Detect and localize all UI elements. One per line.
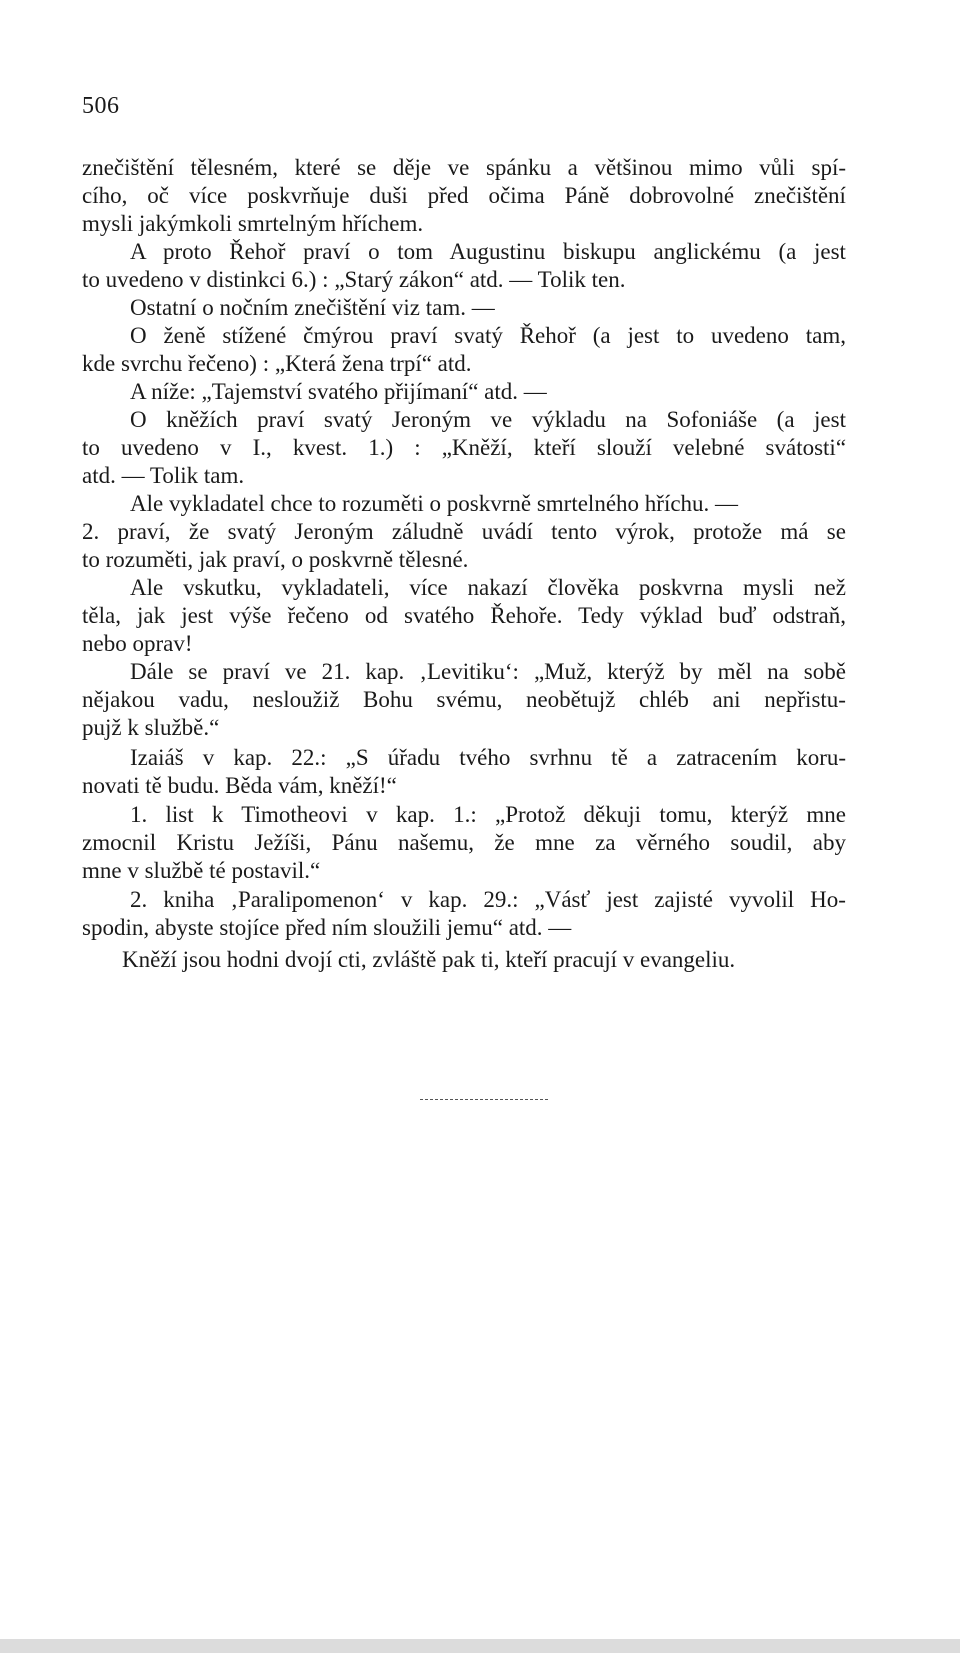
text-line-28: spodin, abyste stojíce před ním sloužili jemu“ atd. — <box>82 915 572 940</box>
text-line-17: těla, jak jest výše řečeno od svatého Řehoře. Tedy výklad buď odstraň, <box>82 603 847 628</box>
text-line-22: Izaiáš v kap. 22.: „S úřadu tvého svrhnu tě a zatracením koru- <box>130 745 847 770</box>
text-line-26: mne v službě té postavil.“ <box>82 858 321 883</box>
page-number: 506 <box>82 93 120 119</box>
text-line-3: mysli jakýmkoli smrtelným hříchem. <box>82 211 424 236</box>
text-line-9: A níže: „Tajemství svatého přijímaní“ atd. — <box>130 379 547 404</box>
text-line-4: A proto Řehoř praví o tom Augustinu biskupu anglickému (a jest <box>130 239 846 264</box>
text-line-11: to uvedeno v I., kvest. 1.) : „Kněží, kteří slouží velebné svátosti“ <box>82 435 847 460</box>
text-line-12: atd. — Tolik tam. <box>82 463 245 488</box>
text-line-16: Ale vskutku, vykladateli, více nakazí člověka poskvrna mysli než <box>130 575 846 600</box>
text-line-25: zmocnil Kristu Ježíši, Pánu našemu, že mne za věrného soudil, aby <box>82 830 846 855</box>
text-line-27: 2. kniha ‚Paralipomenon‘ v kap. 29.: „Vásť jest zajisté vyvolil Ho- <box>130 887 846 912</box>
text-line-10: O kněžích praví svatý Jeroným ve výkladu na Sofoniáše (a jest <box>130 407 846 432</box>
text-line-15: to rozuměti, jak praví, o poskvrně tělesné. <box>82 547 469 572</box>
text-line-19: Dále se praví ve 21. kap. ‚Levitiku‘: „Muž, kterýž by měl na sobě <box>130 659 846 684</box>
text-line-24: 1. list k Timotheovi v kap. 1.: „Protož děkuji tomu, kterýž mne <box>130 802 846 827</box>
text-line-18: nebo oprav! <box>82 631 193 656</box>
text-line-6: Ostatní o nočním znečištění viz tam. — <box>130 295 495 320</box>
text-line-13: Ale vykladatel chce to rozuměti o poskvrně smrtelného hříchu. — <box>130 491 739 516</box>
text-line-21: pujž k službě.“ <box>82 715 220 740</box>
text-line-1: znečištění tělesném, které se děje ve spánku a většinou mimo vůli spí- <box>82 155 847 180</box>
text-line-2: cího, oč více poskvrňuje duši před očima Páně dobrovolné znečištění <box>82 183 846 208</box>
text-line-7: O ženě stížené čmýrou praví svatý Řehoř (a jest to uvedeno tam, <box>130 323 846 348</box>
text-line-8: kde svrchu řečeno) : „Která žena trpí“ atd. <box>82 351 472 376</box>
text-line-5: to uvedeno v distinkci 6.) : „Starý zákon“ atd. — Tolik ten. <box>82 267 626 292</box>
text-line-14: 2. praví, že svatý Jeroným záludně uvádí tento výrok, protože má se <box>82 519 846 544</box>
section-separator <box>420 1099 548 1100</box>
text-line-20: nějakou vadu, nesloužiž Bohu svému, neobětujž chléb ani nepřistu- <box>82 687 846 712</box>
page-bottom-edge <box>0 1639 960 1653</box>
text-line-29: Kněží jsou hodni dvojí cti, zvláště pak ti, kteří pracují v evangeliu. <box>122 947 736 972</box>
text-line-23: novati tě budu. Běda vám, kněží!“ <box>82 773 397 798</box>
